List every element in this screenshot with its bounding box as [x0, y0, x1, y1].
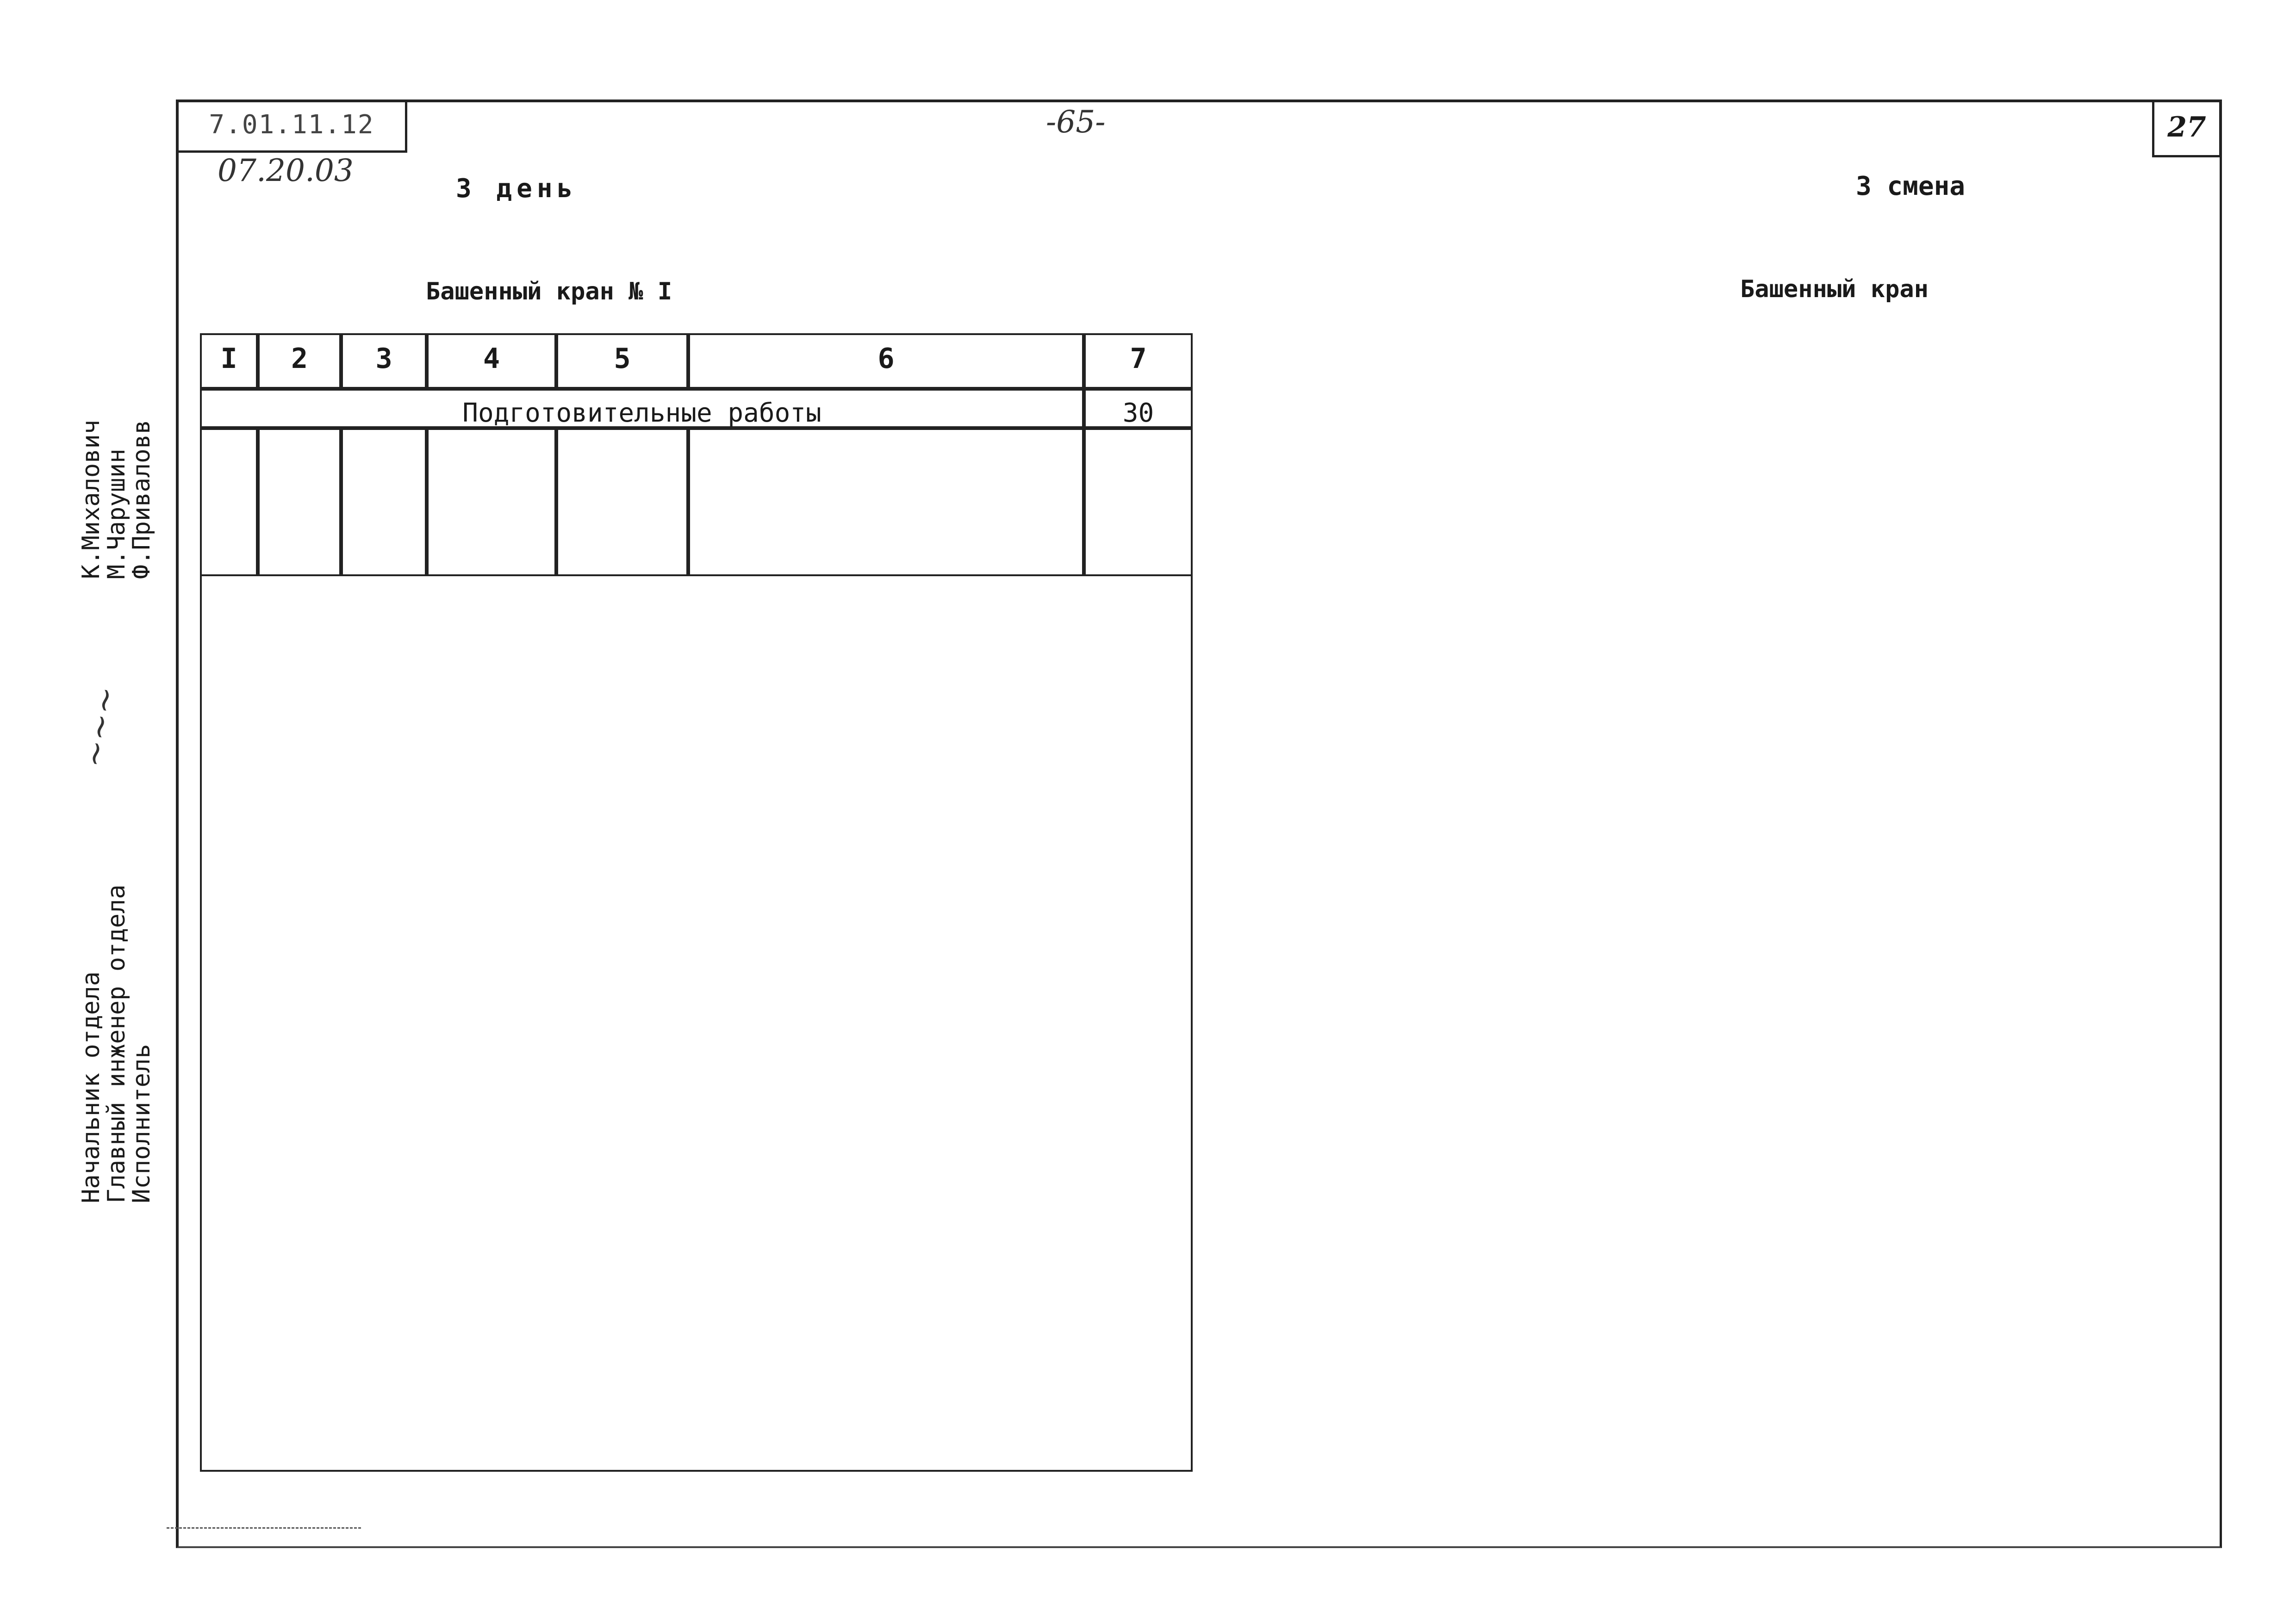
column-header-label: 2	[291, 342, 308, 375]
column-header-label: 4	[483, 342, 500, 375]
doc-code: 7.01.11.12	[176, 100, 407, 153]
table-cell	[258, 428, 341, 576]
left-crane-caption: Башенный кран № I	[426, 278, 672, 305]
prep-label: Подготовительные работы	[462, 398, 821, 428]
right-crane-caption: Башенный кран	[1740, 275, 1929, 303]
doc-date: 07.20.03	[218, 153, 354, 188]
prep-value: 30	[1122, 398, 1154, 428]
table-cell	[556, 428, 688, 576]
page-number: -65-	[1046, 104, 1106, 140]
column-header-label: 6	[877, 342, 895, 375]
name-executor: Ф.Приваловв	[128, 419, 156, 579]
shift-label: 3 смена	[1856, 171, 1966, 201]
signature-block	[79, 420, 155, 1203]
handwritten-signature: ~~~	[74, 683, 126, 771]
table-cell	[341, 428, 427, 576]
column-header-label: 7	[1130, 342, 1147, 375]
day-label: 3 день	[456, 174, 578, 204]
bottom-divider	[167, 1527, 361, 1529]
role-head: Начальник отдела	[77, 971, 105, 1203]
name-head: К.Михалович	[77, 419, 105, 579]
column-header-label: 5	[614, 342, 631, 375]
sheet-number: 27	[2152, 100, 2221, 157]
column-header-label: I	[220, 342, 237, 375]
table-cell	[427, 428, 556, 576]
role-chief-engineer: Главный инженер отдела	[102, 884, 131, 1203]
role-executor: Исполнитель	[128, 1044, 156, 1203]
table-cell	[200, 428, 258, 576]
name-chief-engineer: М.Чарушин	[102, 448, 131, 579]
table-cell	[1084, 428, 1193, 576]
table-cell	[688, 428, 1084, 576]
column-header-label: 3	[375, 342, 392, 375]
